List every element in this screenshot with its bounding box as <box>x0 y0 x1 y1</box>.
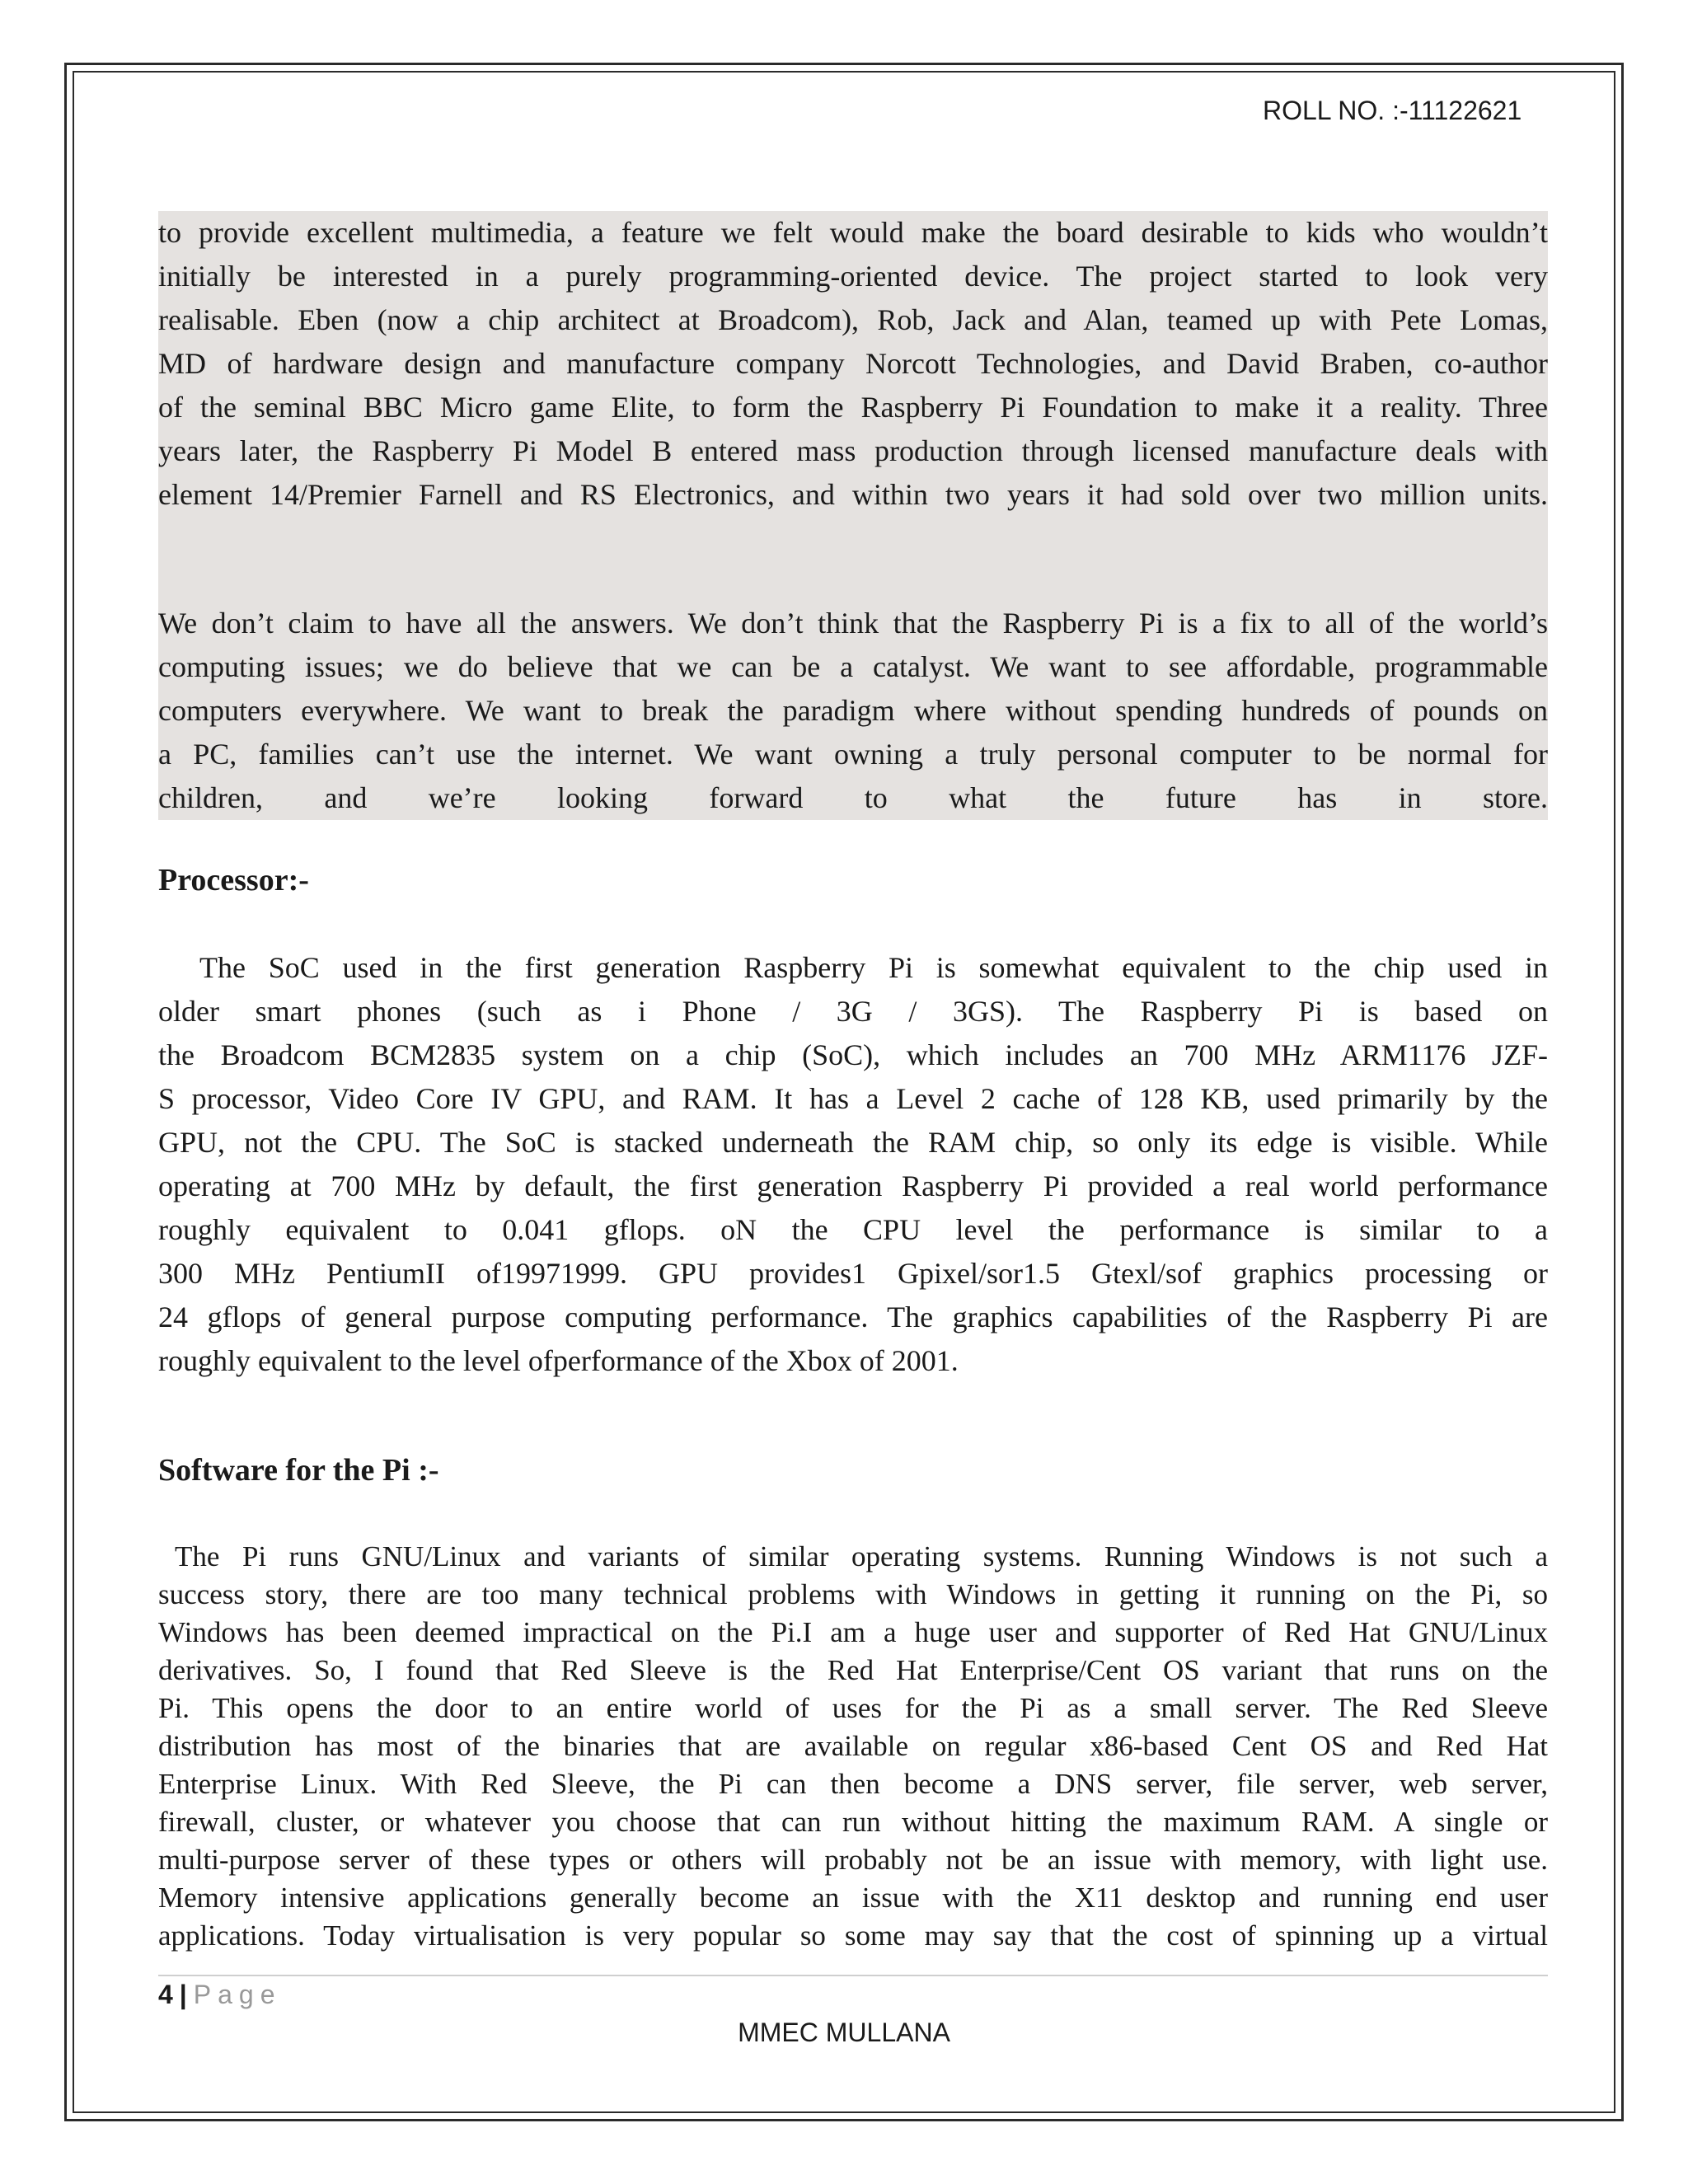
text-line: to provide excellent multimedia, a feature we felt would make the board desirable to kids who wouldn’t <box>158 216 1548 249</box>
text-line: The SoC used in the first generation Raspberry Pi is somewhat equivalent to the chip used in <box>199 951 1548 984</box>
text-line: initially be interested in a purely programming-oriented device. The project started to look very <box>158 260 1548 293</box>
text-line: 24 gflops of general purpose computing performance. The graphics capabilities of the Raspberry Pi are <box>158 1301 1548 1333</box>
text-line: applications. Today virtualisation is very popular so some may say that the cost of spinning up a virtual <box>158 1919 1548 1952</box>
text-line: element 14/Premier Farnell and RS Electronics, and within two years it had sold over two million units. <box>158 478 1548 511</box>
footer-divider <box>158 1975 1548 1976</box>
text-line: children, and we’re looking forward to what the future has in store. <box>158 776 1548 820</box>
text-line: distribution has most of the binaries that are available on regular x86-based Cent OS and Red Hat <box>158 1730 1548 1762</box>
claim-paragraph <box>158 602 1548 820</box>
text-line: We don’t claim to have all the answers. We don’t think that the Raspberry Pi is a fix to all of the world’s <box>158 602 1548 645</box>
page-number <box>158 1980 281 2010</box>
text-line: MD of hardware design and manufacture company Norcott Technologies, and David Braben, co-author <box>158 347 1548 380</box>
text-line: the Broadcom BCM2835 system on a chip (SoC), which includes an 700 MHz ARM1176 JZF- <box>158 1038 1548 1071</box>
text-line: of the seminal BBC Micro game Elite, to form the Raspberry Pi Foundation to make it a reality. Three <box>158 391 1548 424</box>
text-line: derivatives. So, I found that Red Sleeve is the Red Hat Enterprise/Cent OS variant that runs on the <box>158 1654 1548 1686</box>
text-line: GPU, not the CPU. The SoC is stacked underneath the RAM chip, so only its edge is visible. While <box>158 1126 1548 1159</box>
text-line: roughly equivalent to 0.041 gflops. oN the CPU level the performance is similar to a <box>158 1213 1548 1246</box>
page-number-value: 4 <box>158 1980 173 2009</box>
text-line: The Pi runs GNU/Linux and variants of similar operating systems. Running Windows is not such a <box>175 1540 1548 1572</box>
text-line: operating at 700 MHz by default, the first generation Raspberry Pi provided a real world performance <box>158 1169 1548 1202</box>
text-line: Enterprise Linux. With Red Sleeve, the Pi can then become a DNS server, file server, web server, <box>158 1768 1548 1800</box>
text-line: Pi. This opens the door to an entire world of uses for the Pi as a small server. The Red Sleeve <box>158 1692 1548 1724</box>
software-paragraph <box>158 1538 1548 1955</box>
page-label: Page <box>193 1980 282 2009</box>
software-heading: Software for the Pi :- <box>158 1453 439 1488</box>
text-line: older smart phones (such as i Phone / 3G / 3GS). The Raspberry Pi is based on <box>158 995 1548 1028</box>
college-name: MMEC MULLANA <box>738 2018 950 2047</box>
intro-paragraph <box>158 211 1548 603</box>
text-line: Memory intensive applications generally become an issue with the X11 desktop and running end user <box>158 1882 1548 1914</box>
text-line: success story, there are too many technical problems with Windows in getting it running on the Pi, so <box>158 1578 1548 1610</box>
text-line: computing issues; we do believe that we can be a catalyst. We want to see affordable, programmable <box>158 645 1548 689</box>
text-line: 300 MHz PentiumII of19971999. GPU provides1 Gpixel/sor1.5 Gtexl/sof graphics processing or <box>158 1257 1548 1290</box>
processor-paragraph <box>158 946 1548 1383</box>
text-line: years later, the Raspberry Pi Model B entered mass production through licensed manufacture deals with <box>158 434 1548 467</box>
text-line: roughly equivalent to the level ofperformance of the Xbox of 2001. <box>158 1344 959 1377</box>
text-line: realisable. Eben (now a chip architect at Broadcom), Rob, Jack and Alan, teamed up with Pete Lomas, <box>158 303 1548 336</box>
processor-heading: Processor:- <box>158 863 309 898</box>
text-line: computers everywhere. We want to break the paradigm where without spending hundreds of pounds on <box>158 689 1548 733</box>
text-line: firewall, cluster, or whatever you choose that can run without hitting the maximum RAM. A single or <box>158 1806 1548 1838</box>
roll-number: ROLL NO. :-11122621 <box>1263 96 1522 125</box>
text-line: S processor, Video Core IV GPU, and RAM. It has a Level 2 cache of 128 KB, used primarily by the <box>158 1082 1548 1115</box>
text-line: a PC, families can’t use the internet. We want owning a truly personal computer to be normal for <box>158 733 1548 776</box>
text-line: multi-purpose server of these types or others will probably not be an issue with memory, with light use. <box>158 1844 1548 1876</box>
page-separator: | <box>179 1980 187 2009</box>
text-line: Windows has been deemed impractical on the Pi.I am a huge user and supporter of Red Hat GNU/Linux <box>158 1616 1548 1648</box>
